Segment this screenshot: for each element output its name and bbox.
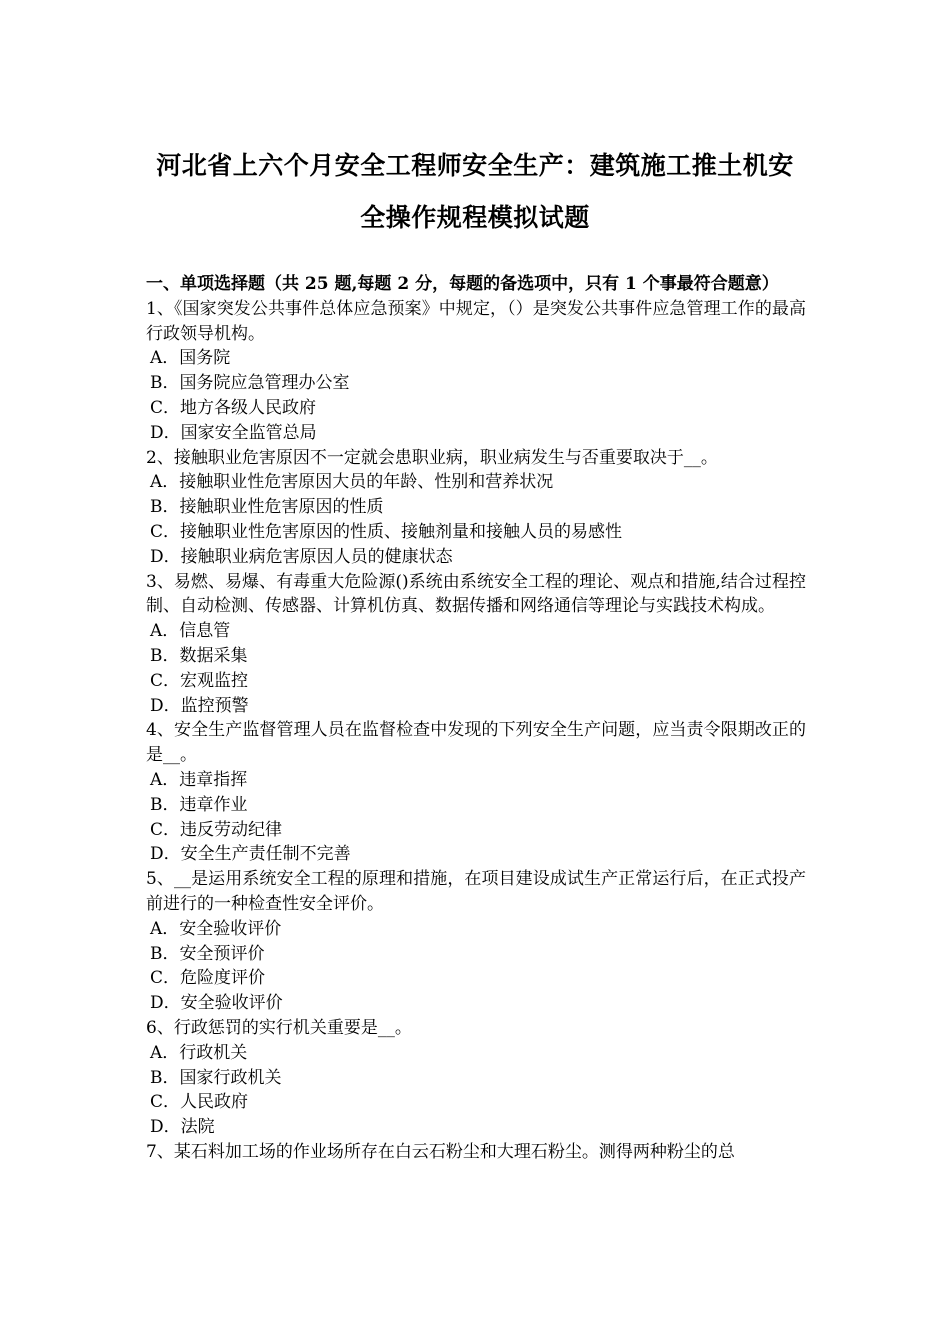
document-title: 河北省上六个月安全工程师安全生产：建筑施工推土机安全操作规程模拟试题 xyxy=(156,151,794,232)
question-text: 4、安全生产监督管理人员在监督检查中发现的下列安全生产问题，应当责令限期改正的是__。 xyxy=(146,720,806,766)
option-b: B．国务院应急管理办公室 xyxy=(150,373,350,394)
question-text: 2、接触职业危害原因不一定就会患职业病，职业病发生与否重要取决于__。 xyxy=(146,447,718,468)
option-b: B．安全预评价 xyxy=(150,943,265,964)
question-7 xyxy=(146,1140,806,1165)
question-text: 7、某石料加工场的作业场所存在白云石粉尘和大理石粉尘。测得两种粉尘的总 xyxy=(146,1141,735,1162)
option-c: C．人民政府 xyxy=(150,1092,249,1113)
question-text: 1、《国家突发公共事件总体应急预案》中规定，（）是突发公共事件应急管理工作的最高行政领导机构。 xyxy=(146,298,806,344)
option-d: D．国家安全监管总局 xyxy=(150,422,317,443)
option-c: C．地方各级人民政府 xyxy=(150,397,317,418)
option-a: A．违章指挥 xyxy=(150,769,248,790)
option-c: C．接触职业性危害原因的性质、接触剂量和接触人员的易感性 xyxy=(150,521,623,542)
option-d: D．安全验收评价 xyxy=(150,993,283,1014)
option-c: C．危险度评价 xyxy=(150,968,266,989)
option-b: B．接触职业性危害原因的性质 xyxy=(150,497,384,518)
question-3 xyxy=(146,570,806,719)
question-1 xyxy=(146,297,806,446)
question-text: 5、__是运用系统安全工程的原理和措施，在项目建设成试生产正常运行后，在正式投产前进行的一种检查性安全评价。 xyxy=(146,869,806,914)
option-d: D．监控预警 xyxy=(150,695,249,716)
question-5 xyxy=(146,867,806,1016)
option-b: B．违章作业 xyxy=(150,794,248,815)
question-4 xyxy=(146,718,806,867)
question-text: 3、易燃、易爆、有毒重大危险源()系统由系统安全工程的理论、观点和措施,结合过程控制、自动检测、传感器、计算机仿真、数据传播和网络通信等理论与实践技术构成。 xyxy=(146,571,806,617)
question-2 xyxy=(146,446,806,570)
option-a: A．接触职业性危害原因大员的年龄、性别和营养状况 xyxy=(150,472,554,493)
option-c: C．宏观监控 xyxy=(150,670,249,691)
section-heading: 一、单项选择题（共 25 题,每题 2 分，每题的备选项中，只有 1 个事最符合题意） xyxy=(146,274,779,294)
option-d: D．法院 xyxy=(150,1117,215,1138)
option-a: A．国务院 xyxy=(150,348,231,369)
document-body xyxy=(146,272,806,1165)
question-text: 6、行政惩罚的实行机关重要是__。 xyxy=(146,1017,412,1038)
option-c: C．违反劳动纪律 xyxy=(150,819,283,840)
option-a: A．行政机关 xyxy=(150,1042,248,1063)
option-d: D．接触职业病危害原因人员的健康状态 xyxy=(150,546,453,567)
option-a: A．信息管 xyxy=(150,621,231,642)
option-b: B．数据采集 xyxy=(150,645,248,666)
option-d: D．安全生产责任制不完善 xyxy=(150,844,351,865)
option-a: A．安全验收评价 xyxy=(150,918,282,939)
option-b: B．国家行政机关 xyxy=(150,1067,282,1088)
question-6 xyxy=(146,1016,806,1140)
